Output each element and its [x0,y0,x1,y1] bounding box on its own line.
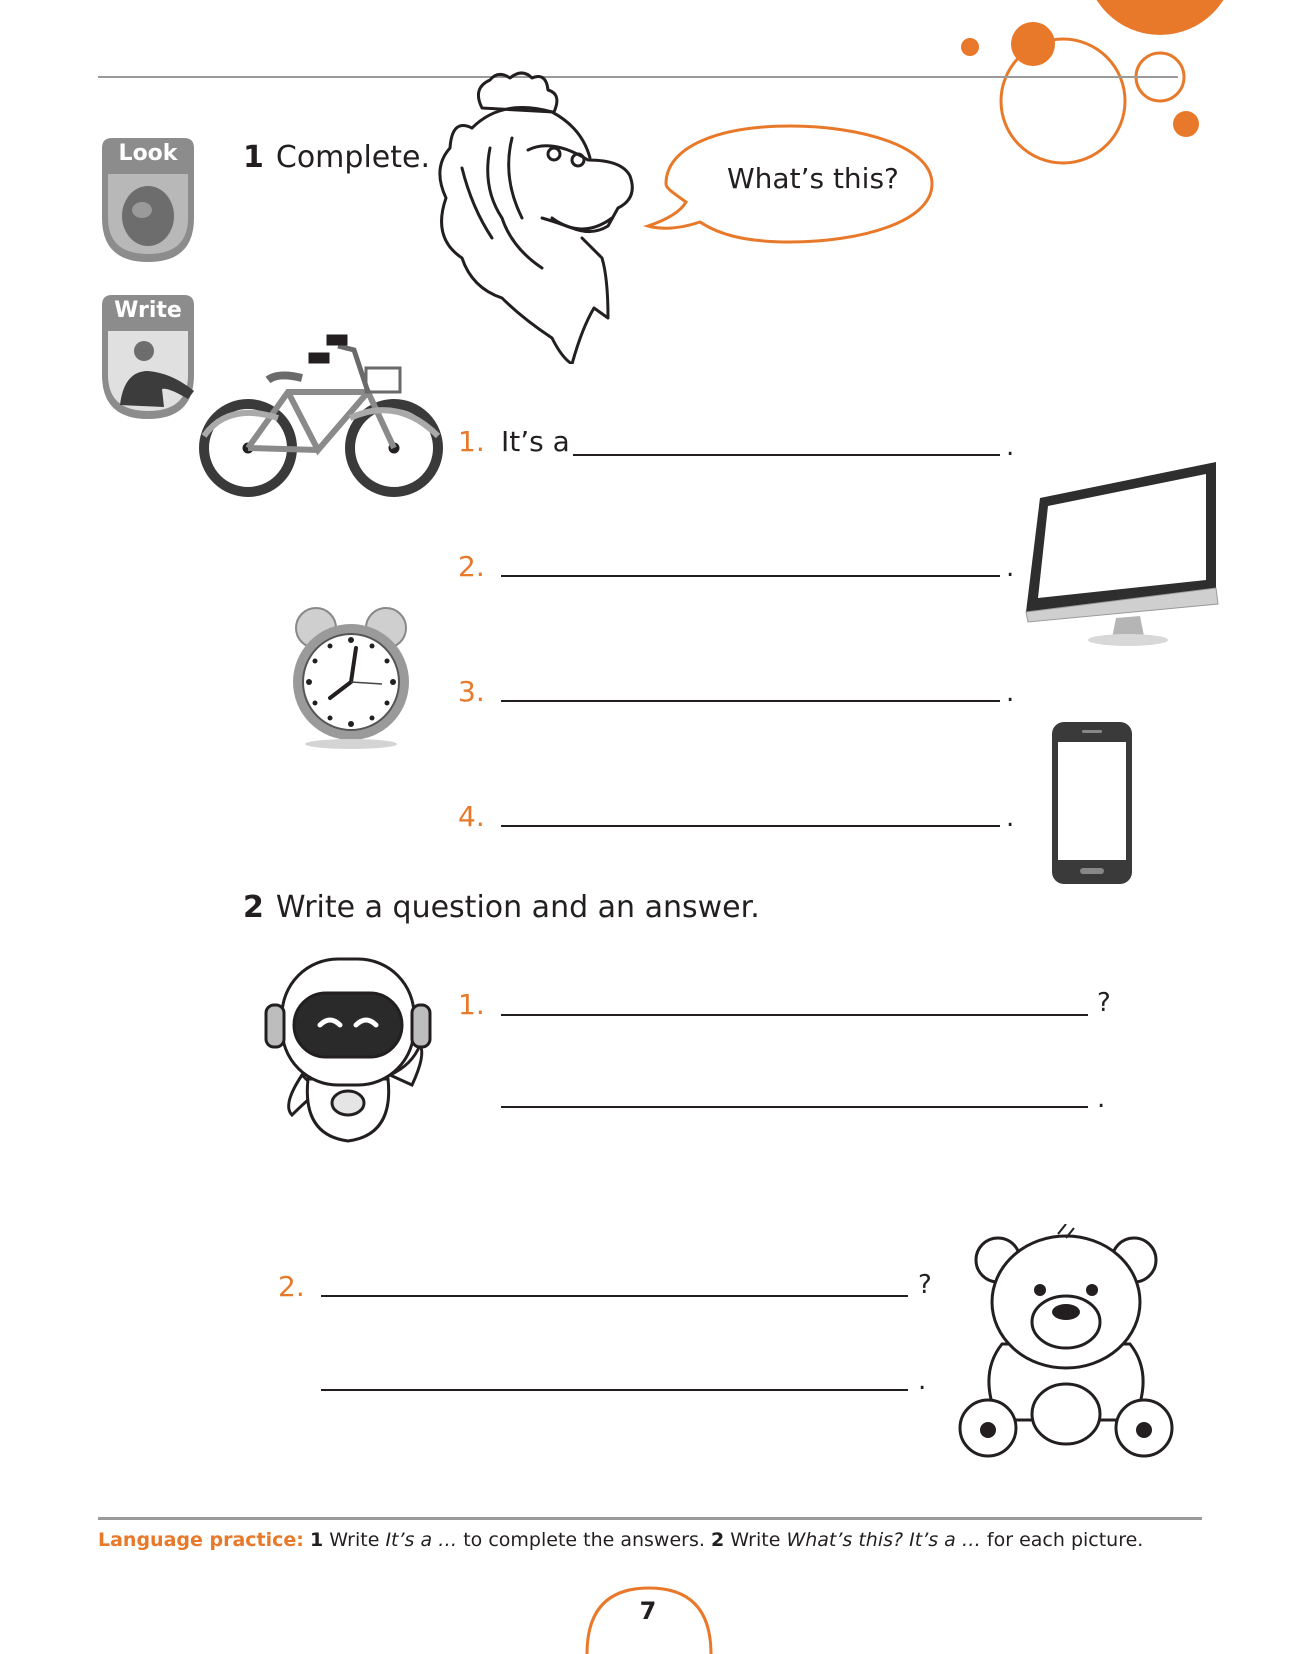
exercise-2-title: 2 Write a question and an answer. [243,890,760,925]
look-badge [102,138,194,262]
ex2-item-2-question-line[interactable] [321,1295,908,1297]
computer-monitor-icon [1020,458,1220,648]
ex2-item-2-question-end: ? [918,1270,932,1300]
write-badge [102,295,194,419]
ex1-item-3-answer-line[interactable] [501,700,1000,702]
bottom-divider [98,1517,1202,1520]
lion-mascot-icon [432,68,652,364]
ex2-item-1-question-line[interactable] [501,1014,1088,1016]
ex1-item-4-answer-line[interactable] [501,825,1000,827]
ex2-item-2-answer-line[interactable] [321,1389,908,1391]
ex2-item-1-question-end: ? [1097,988,1111,1018]
ex2-item-1-answer-line[interactable] [501,1106,1088,1108]
robot-icon [262,955,434,1145]
look-label: Look [118,141,178,166]
ex1-item-2-number: 2. [458,550,485,583]
ex2-item-2-answer-end: . [918,1366,927,1396]
page-number: 7 [639,1597,657,1625]
decorative-circles [950,0,1300,180]
alarm-clock-icon [286,604,416,750]
ex1-item-2-answer-line[interactable] [501,575,1000,577]
ex1-item-1-number: 1. [458,425,485,458]
ex1-item-1-answer-line[interactable] [573,454,1000,456]
exercise-1-title: 1 Complete. [243,140,430,175]
language-practice-note: Language practice: 1 Write It’s a … to complete the answers. 2 Write What’s this? It’s a … for each picture. [98,1529,1144,1551]
ex2-item-2-number: 2. [278,1270,305,1303]
ex2-item-1-answer-end: . [1097,1084,1106,1114]
ex1-item-2-end: . [1006,553,1015,583]
ex1-item-4-number: 4. [458,800,485,833]
ex1-item-4-end: . [1006,803,1015,833]
ex1-item-3-end: . [1006,678,1015,708]
ex1-item-1-end: . [1006,432,1015,462]
bicycle-icon [198,332,444,498]
speech-bubble-text: What’s this? [727,162,899,195]
smartphone-icon [1050,720,1134,886]
ex1-item-1-prefix: It’s a [501,425,570,458]
teddy-bear-icon [958,1224,1174,1462]
ex2-item-1-number: 1. [458,988,485,1021]
ex1-item-3-number: 3. [458,675,485,708]
write-label: Write [114,298,182,323]
